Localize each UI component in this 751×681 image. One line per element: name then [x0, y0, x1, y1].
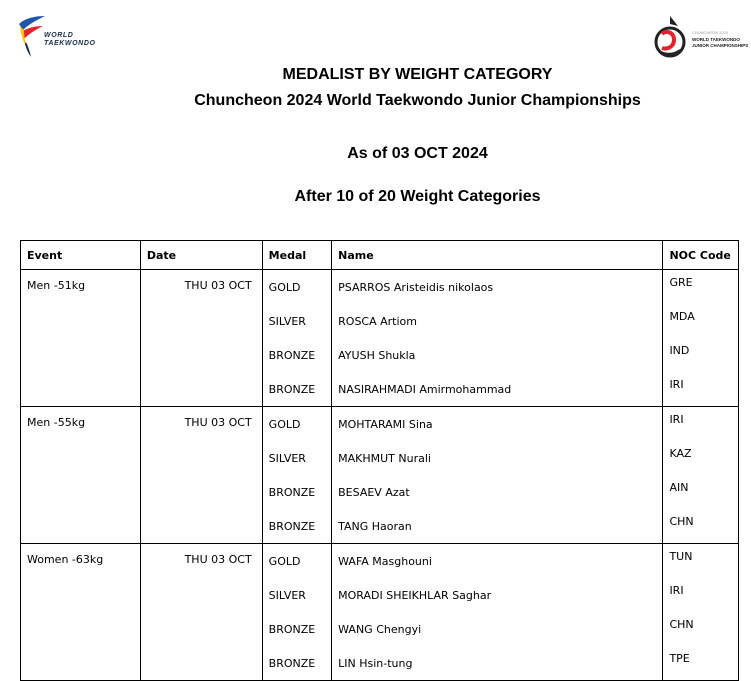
name-cell: PSARROS Aristeidis nikolaos	[332, 270, 663, 305]
noc-cell: TPE	[663, 646, 739, 681]
col-header-noc: NOC Code	[663, 241, 739, 270]
name-cell: BESAEV Azat	[332, 475, 663, 509]
name-cell: WAFA Masghouni	[332, 544, 663, 579]
table-row	[21, 544, 739, 579]
noc-cell: AIN	[663, 475, 739, 509]
medal-cell: SILVER	[262, 441, 331, 475]
chuncheon-2024-logo	[640, 12, 750, 62]
medal-cell: GOLD	[262, 407, 331, 442]
logo-line-1: WORLD TAEKWONDO	[692, 37, 740, 42]
table-header-row	[21, 241, 739, 270]
medal-cell: BRONZE	[262, 612, 331, 646]
col-header-name: Name	[332, 241, 663, 270]
name-cell: TANG Haoran	[332, 509, 663, 544]
date-cell: THU 03 OCT	[140, 270, 262, 407]
noc-cell: IRI	[663, 578, 739, 612]
name-cell: WANG Chengyi	[332, 612, 663, 646]
logo-text-world: WORLD	[44, 32, 74, 39]
col-header-event: Event	[21, 241, 141, 270]
table-body	[21, 270, 739, 681]
event-cell: Men -51kg	[21, 270, 141, 407]
medal-cell: SILVER	[262, 304, 331, 338]
chuncheon-emblem-icon	[640, 12, 690, 62]
date-cell: THU 03 OCT	[140, 544, 262, 681]
medal-cell: SILVER	[262, 578, 331, 612]
medal-cell: BRONZE	[262, 475, 331, 509]
medal-cell: BRONZE	[262, 646, 331, 681]
noc-cell: GRE	[663, 270, 739, 305]
medal-cell: GOLD	[262, 544, 331, 579]
col-header-date: Date	[140, 241, 262, 270]
noc-cell: CHN	[663, 509, 739, 544]
medal-cell: BRONZE	[262, 509, 331, 544]
as-of-date: As of 03 OCT 2024	[347, 145, 488, 162]
logo-line-2: JUNIOR CHAMPIONSHIPS	[692, 43, 749, 48]
medalist-table	[20, 240, 739, 681]
name-cell: MORADI SHEIKHLAR Saghar	[332, 578, 663, 612]
name-cell: ROSCA Artiom	[332, 304, 663, 338]
table-row	[21, 407, 739, 442]
name-cell: NASIRAHMADI Amirmohammad	[332, 372, 663, 407]
report-title: MEDALIST BY WEIGHT CATEGORY	[282, 66, 553, 83]
logo-text-taekwondo: TAEKWONDO	[44, 40, 96, 47]
event-cell: Men -55kg	[21, 407, 141, 544]
noc-cell: IRI	[663, 372, 739, 407]
noc-cell: KAZ	[663, 441, 739, 475]
world-taekwondo-logo	[17, 12, 117, 58]
date-cell: THU 03 OCT	[140, 407, 262, 544]
name-cell: MAKHMUT Nurali	[332, 441, 663, 475]
col-header-medal: Medal	[262, 241, 331, 270]
progress-text: After 10 of 20 Weight Categories	[294, 188, 541, 205]
name-cell: AYUSH Shukla	[332, 338, 663, 372]
noc-cell: MDA	[663, 304, 739, 338]
noc-cell: IRI	[663, 407, 739, 442]
medal-cell: BRONZE	[262, 372, 331, 407]
logo-small-text: CHUNCHEON 2024	[692, 30, 729, 35]
noc-cell: IND	[663, 338, 739, 372]
medal-cell: GOLD	[262, 270, 331, 305]
medal-cell: BRONZE	[262, 338, 331, 372]
name-cell: LIN Hsin-tung	[332, 646, 663, 681]
championship-title: Chuncheon 2024 World Taekwondo Junior Championships	[194, 92, 641, 109]
noc-cell: CHN	[663, 612, 739, 646]
event-cell: Women -63kg	[21, 544, 141, 681]
world-taekwondo-emblem-icon	[17, 12, 47, 58]
name-cell: MOHTARAMI Sina	[332, 407, 663, 442]
noc-cell: TUN	[663, 544, 739, 579]
table-row	[21, 270, 739, 305]
